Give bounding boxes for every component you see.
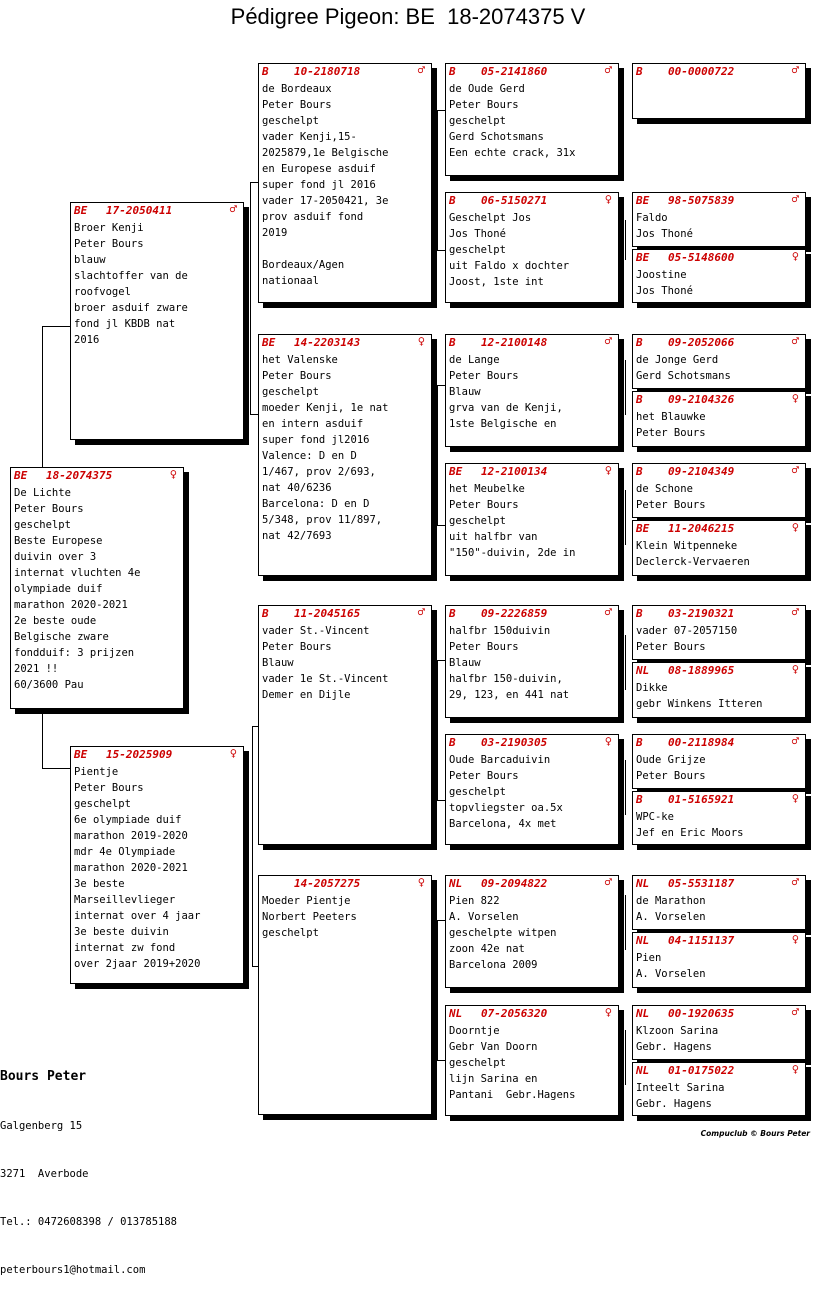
pigeon-notes: de Schone Peter Bours: [636, 483, 706, 511]
pigeon-notes: De Lichte Peter Bours geschelpt Beste Europese duivin over 3 internat vluchten 4e olympiade duif marathon 2020-2021 2e beste oude Belgische zware fondduif: 3 prijzen 2021 !! 60/3600 Pau: [14, 487, 141, 691]
ring-number: 12-2100134: [481, 465, 548, 478]
connector-line: [250, 182, 258, 183]
ring-number: 01-5165921: [668, 793, 735, 806]
owner-phone: Tel.: 0472608398 / 013785188: [0, 1216, 178, 1228]
connector-line: [625, 360, 626, 415]
ring-number: 03-2190321: [668, 607, 735, 620]
ring-number: 00-0000722: [668, 65, 735, 78]
ring-number: 18-2074375: [46, 469, 113, 482]
pigeon-card-g6[interactable]: [632, 391, 806, 447]
pigeon-notes: de Jonge Gerd Gerd Schotsmans: [636, 354, 731, 382]
connector-line: [42, 326, 43, 469]
ring-number: 08-1889965: [668, 664, 735, 677]
ring-number: 09-2052066: [668, 336, 735, 349]
connector-line: [42, 710, 43, 768]
sex-symbol: ♀: [791, 1062, 799, 1076]
pigeon-card-mff[interactable]: [445, 605, 619, 718]
ring-number: 11-2046215: [668, 522, 735, 535]
pigeon-card-g15[interactable]: [632, 1005, 806, 1060]
pigeon-card-g11[interactable]: [632, 734, 806, 789]
pigeon-card-mf[interactable]: [258, 605, 432, 845]
connector-line: [625, 220, 626, 260]
pigeon-notes: Moeder Pientje Norbert Peeters geschelpt: [262, 895, 357, 939]
pigeon-notes: de Oude Gerd Peter Bours geschelpt Gerd Schotsmans Een echte crack, 31x: [449, 83, 576, 159]
pigeon-card-g9[interactable]: [632, 605, 806, 660]
ring-number: 06-5150271: [481, 194, 548, 207]
pigeon-notes: Broer Kenji Peter Bours blauw slachtoffer van de roofvogel broer asduif zware fond jl KBDB nat 2016: [74, 222, 188, 346]
ring-number: 09-2226859: [481, 607, 548, 620]
connector-line: [437, 1060, 445, 1061]
ring-country: BE: [636, 251, 650, 264]
ring-country: B: [636, 65, 643, 78]
pigeon-card-g13[interactable]: [632, 875, 806, 930]
connector-line: [252, 726, 253, 966]
ring-number: 12-2100148: [481, 336, 548, 349]
connector-line: [42, 326, 70, 327]
pigeon-notes: Oude Barcaduivin Peter Bours geschelpt topvliegster oa.5x Barcelona, 4x met: [449, 754, 563, 830]
connector-line: [437, 110, 438, 250]
pigeon-card-mm[interactable]: [258, 875, 432, 1115]
pigeon-card-ff[interactable]: [258, 63, 432, 303]
connector-line: [437, 250, 445, 251]
sex-symbol: ♀: [791, 249, 799, 263]
ring-country: BE: [636, 194, 650, 207]
pigeon-card-g3[interactable]: [632, 192, 806, 247]
ring-country: NL: [636, 934, 650, 947]
ring-number: 98-5075839: [668, 194, 735, 207]
pigeon-notes: Oude Grijze Peter Bours: [636, 754, 706, 782]
connector-line: [250, 414, 258, 415]
sex-symbol: ♂: [791, 192, 799, 206]
ring-country: B: [636, 336, 643, 349]
pigeon-card-g7[interactable]: [632, 463, 806, 518]
sex-symbol: ♂: [417, 63, 425, 77]
sex-symbol: ♀: [604, 192, 612, 206]
ring-number: 01-0175022: [668, 1064, 735, 1077]
pigeon-card-mmf[interactable]: [445, 875, 619, 988]
ring-number: 05-5531187: [668, 877, 735, 890]
connector-line: [437, 800, 445, 801]
ring-number: 03-2190305: [481, 736, 548, 749]
sex-symbol: ♂: [604, 334, 612, 348]
pigeon-card-g12[interactable]: [632, 791, 806, 845]
sex-symbol: ♂: [604, 605, 612, 619]
ring-number: 14-2203143: [294, 336, 361, 349]
pigeon-notes: de Marathon A. Vorselen: [636, 895, 706, 923]
ring-country: NL: [636, 664, 650, 677]
sex-symbol: ♀: [604, 463, 612, 477]
pigeon-card-fmf[interactable]: [445, 334, 619, 447]
ring-country: NL: [636, 1007, 650, 1020]
connector-line: [625, 895, 626, 950]
pigeon-card-g1[interactable]: [632, 63, 806, 119]
pigeon-notes: WPC-ke Jef en Eric Moors: [636, 811, 744, 839]
pigeon-card-ffm[interactable]: [445, 192, 619, 303]
sex-symbol: ♂: [791, 334, 799, 348]
ring-country: B: [262, 607, 269, 620]
connector-line: [625, 490, 626, 545]
connector-line: [437, 385, 445, 386]
sex-symbol: ♂: [791, 875, 799, 889]
page-title: Pédigree Pigeon: BE 18-2074375 V: [230, 4, 586, 29]
sex-symbol: ♂: [229, 202, 237, 216]
pigeon-notes: Dikke gebr Winkens Itteren: [636, 682, 763, 710]
ring-number: 14-2057275: [294, 877, 361, 890]
footer-credit: Compuclub © Bours Peter: [700, 1129, 810, 1138]
ring-country: BE: [74, 204, 88, 217]
owner-name: Bours Peter: [0, 1069, 87, 1084]
pigeon-notes: Pientje Peter Bours geschelpt 6e olympiade duif marathon 2019-2020 mdr 4e Olympiade marathon 2020-2021 3e beste Marseillevlieger internat over 4 jaar 3e beste duivin internat zw fond over 2jaar 2019+2020: [74, 766, 201, 970]
sex-symbol: ♂: [791, 734, 799, 748]
ring-country: BE: [636, 522, 650, 535]
sex-symbol: ♂: [791, 1005, 799, 1019]
pigeon-notes: het Valenske Peter Bours geschelpt moeder Kenji, 1e nat en intern asduif super fond jl2016 Valence: D en D 1/467, prov 2/693, nat 40/6236 Barcelona: D en D 5/348, prov 11/897, nat 42/7693: [262, 354, 389, 542]
sex-symbol: ♂: [791, 605, 799, 619]
ring-country: NL: [636, 1064, 650, 1077]
pigeon-card-subject[interactable]: [10, 467, 184, 709]
pigeon-card-father[interactable]: [70, 202, 244, 440]
connector-line: [437, 385, 438, 525]
ring-country: BE: [14, 469, 28, 482]
connector-line: [437, 920, 438, 1060]
pigeon-notes: de Bordeaux Peter Bours geschelpt vader Kenji,15- 2025879,1e Belgische en Europese asduif super fond jl 2016 vader 17-2050421, 3e prov asduif fond 2019 Bordeaux/Agen nationaal: [262, 83, 389, 287]
ring-number: 09-2104349: [668, 465, 735, 478]
ring-number: 07-2056320: [481, 1007, 548, 1020]
connector-line: [625, 635, 626, 690]
ring-number: 11-2045165: [294, 607, 361, 620]
pigeon-notes: Klzoon Sarina Gebr. Hagens: [636, 1025, 719, 1053]
sex-symbol: ♀: [229, 746, 237, 760]
connector-line: [625, 1030, 626, 1085]
pigeon-notes: Geschelpt Jos Jos Thoné geschelpt uit Faldo x dochter Joost, 1ste int: [449, 212, 570, 288]
ring-number: 09-2094822: [481, 877, 548, 890]
sex-symbol: ♀: [791, 791, 799, 805]
ring-country: B: [449, 65, 456, 78]
sex-symbol: ♀: [604, 734, 612, 748]
ring-country: B: [449, 736, 456, 749]
connector-line: [437, 660, 445, 661]
pigeon-card-fmm[interactable]: [445, 463, 619, 576]
ring-country: B: [636, 607, 643, 620]
connector-line: [625, 760, 626, 815]
ring-country: B: [636, 736, 643, 749]
sex-symbol: ♀: [791, 391, 799, 405]
ring-country: BE: [262, 336, 276, 349]
sex-symbol: ♂: [417, 605, 425, 619]
ring-country: B: [449, 336, 456, 349]
connector-line: [437, 660, 438, 800]
pigeon-card-mfm[interactable]: [445, 734, 619, 845]
pigeon-notes: Klein Witpenneke Declerck-Vervaeren: [636, 540, 750, 568]
sex-symbol: ♂: [791, 463, 799, 477]
ring-number: 17-2050411: [106, 204, 173, 217]
ring-country: B: [636, 465, 643, 478]
connector-line: [437, 110, 445, 111]
owner-email[interactable]: peterbours1@hotmail.com: [0, 1264, 146, 1276]
sex-symbol: ♀: [417, 875, 425, 889]
ring-number: 00-2118984: [668, 736, 735, 749]
ring-country: B: [636, 393, 643, 406]
connector-line: [437, 920, 445, 921]
ring-number: 05-2141860: [481, 65, 548, 78]
owner-street: Galgenberg 15: [0, 1120, 83, 1132]
pigeon-notes: Joostine Jos Thoné: [636, 269, 693, 297]
sex-symbol: ♀: [791, 662, 799, 676]
ring-country: NL: [636, 877, 650, 890]
pigeon-card-fm[interactable]: [258, 334, 432, 576]
sex-symbol: ♂: [604, 875, 612, 889]
ring-country: BE: [449, 465, 463, 478]
pigeon-card-g16[interactable]: [632, 1062, 806, 1116]
sex-symbol: ♀: [604, 1005, 612, 1019]
pigeon-card-mmm[interactable]: [445, 1005, 619, 1116]
pigeon-card-g14[interactable]: [632, 932, 806, 988]
ring-country: NL: [449, 877, 463, 890]
ring-number: 10-2180718: [294, 65, 361, 78]
sex-symbol: ♀: [791, 520, 799, 534]
sex-symbol: ♂: [604, 63, 612, 77]
pigeon-notes: het Blauwke Peter Bours: [636, 411, 706, 439]
pigeon-notes: het Meubelke Peter Bours geschelpt uit halfbr van "150"-duivin, 2de in: [449, 483, 576, 559]
pigeon-notes: vader St.-Vincent Peter Bours Blauw vader 1e St.-Vincent Demer en Dijle: [262, 625, 389, 701]
pigeon-card-g4[interactable]: [632, 249, 806, 303]
pigeon-notes: Pien A. Vorselen: [636, 952, 706, 980]
pigeon-card-mother[interactable]: [70, 746, 244, 984]
pigeon-notes: Pien 822 A. Vorselen geschelpte witpen zoon 42e nat Barcelona 2009: [449, 895, 557, 971]
ring-number: 09-2104326: [668, 393, 735, 406]
pigeon-notes: Faldo Jos Thoné: [636, 212, 693, 240]
ring-number: 15-2025909: [106, 748, 173, 761]
pigeon-card-fff[interactable]: [445, 63, 619, 176]
pigeon-notes: halfbr 150duivin Peter Bours Blauw halfbr 150-duivin, 29, 123, en 441 nat: [449, 625, 570, 701]
ring-country: B: [636, 793, 643, 806]
ring-number: 00-1920635: [668, 1007, 735, 1020]
ring-country: B: [262, 65, 269, 78]
pigeon-notes: [633, 79, 805, 81]
owner-city: 3271 Averbode: [0, 1168, 89, 1180]
pigeon-notes: de Lange Peter Bours Blauw grva van de Kenji, 1ste Belgische en: [449, 354, 563, 430]
ring-country: BE: [74, 748, 88, 761]
ring-country: B: [449, 607, 456, 620]
sex-symbol: ♀: [417, 334, 425, 348]
pigeon-card-g10[interactable]: [632, 662, 806, 718]
connector-line: [437, 525, 445, 526]
ring-country: B: [449, 194, 456, 207]
ring-number: 05-5148600: [668, 251, 735, 264]
sex-symbol: ♀: [169, 467, 177, 481]
connector-line: [42, 768, 70, 769]
owner-block: [0, 1036, 177, 1294]
connector-line: [250, 182, 251, 414]
pigeon-card-g5[interactable]: [632, 334, 806, 389]
ring-number: 04-1151137: [668, 934, 735, 947]
sex-symbol: ♂: [791, 63, 799, 77]
pigeon-notes: vader 07-2057150 Peter Bours: [636, 625, 738, 653]
pigeon-notes: Inteelt Sarina Gebr. Hagens: [636, 1082, 725, 1110]
ring-country: NL: [449, 1007, 463, 1020]
sex-symbol: ♀: [791, 932, 799, 946]
pigeon-card-g8[interactable]: [632, 520, 806, 576]
pigeon-notes: Doorntje Gebr Van Doorn geschelpt lijn Sarina en Pantani Gebr.Hagens: [449, 1025, 576, 1101]
